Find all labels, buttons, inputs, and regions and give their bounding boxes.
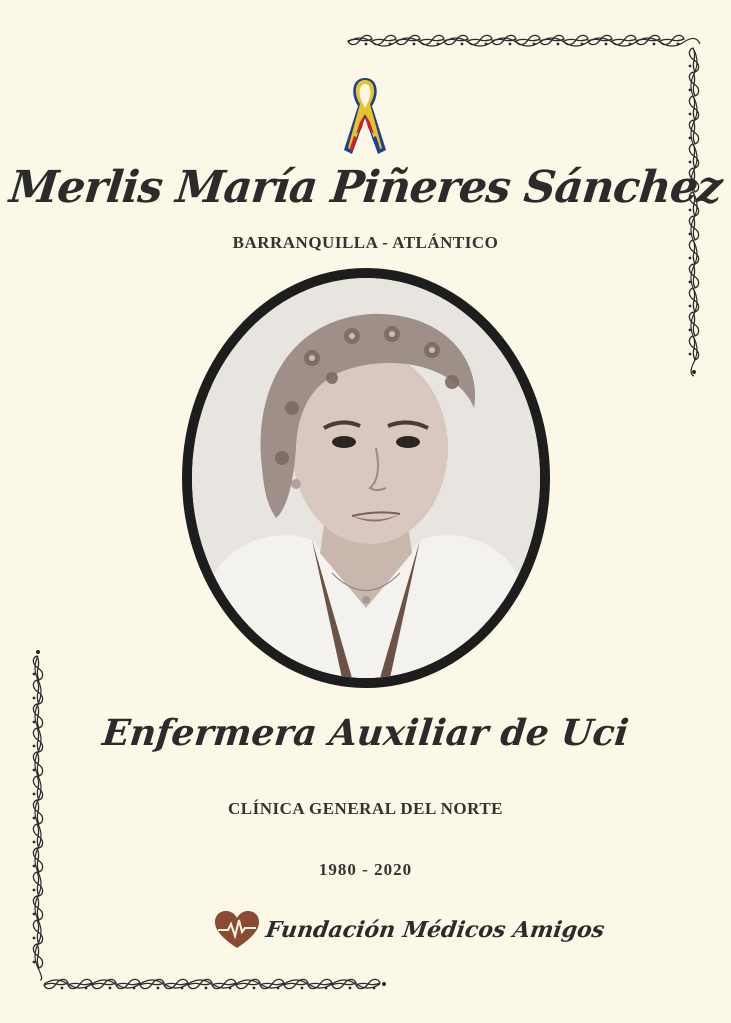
top-vine <box>348 35 700 46</box>
portrait-photo <box>192 278 540 678</box>
heart-pulse-icon <box>214 910 260 950</box>
role-title: Enfermera Auxiliar de Uci <box>100 712 631 754</box>
colombia-ribbon-icon <box>338 72 392 158</box>
foundation-logo <box>214 908 607 952</box>
foundation-name: Fundación Médicos Amigos <box>264 917 607 943</box>
city-label: BARRANQUILLA - ATLÁNTICO <box>232 233 499 252</box>
portrait-illustration <box>192 278 540 678</box>
life-years: 1980 - 2020 <box>318 860 413 879</box>
person-name: Merlis María Piñeres Sánchez <box>7 162 724 213</box>
bottom-vine <box>44 979 386 989</box>
clinic-name: CLÍNICA GENERAL DEL NORTE <box>228 799 503 818</box>
